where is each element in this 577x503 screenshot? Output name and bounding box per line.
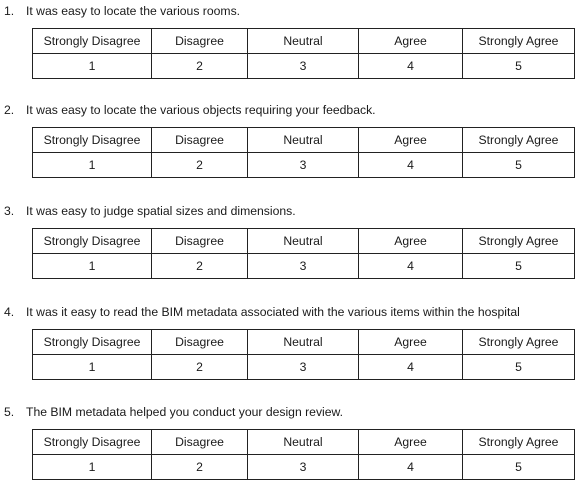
question-number: 4. (4, 305, 15, 319)
scale-label-row (33, 330, 575, 355)
scale-label-row (33, 128, 575, 153)
scale-value-3[interactable]: 3 (248, 254, 359, 279)
question-4 (0, 303, 577, 403)
scale-value-1[interactable]: 1 (33, 355, 152, 380)
question-number: 2. (4, 103, 15, 117)
likert-table-4 (32, 329, 575, 380)
scale-label-disagree: Disagree (152, 330, 248, 355)
question-label: It was it easy to read the BIM metadata associated with the various items within the hospital (26, 305, 520, 319)
scale-label-neutral: Neutral (248, 430, 359, 455)
question-number: 3. (4, 204, 15, 218)
scale-value-1[interactable]: 1 (33, 254, 152, 279)
scale-label-strongly-agree: Strongly Agree (463, 430, 575, 455)
scale-value-3[interactable]: 3 (248, 54, 359, 79)
scale-value-row (33, 455, 575, 480)
scale-value-2[interactable]: 2 (152, 54, 248, 79)
question-5 (0, 403, 577, 503)
scale-value-row (33, 355, 575, 380)
scale-value-4[interactable]: 4 (359, 254, 463, 279)
question-number: 5. (4, 405, 15, 419)
question-1-text (4, 2, 240, 20)
scale-label-disagree: Disagree (152, 229, 248, 254)
likert-table-3 (32, 228, 575, 279)
scale-value-3[interactable]: 3 (248, 355, 359, 380)
scale-label-neutral: Neutral (248, 29, 359, 54)
scale-label-strongly-disagree: Strongly Disagree (33, 128, 152, 153)
scale-value-1[interactable]: 1 (33, 153, 152, 178)
scale-label-strongly-disagree: Strongly Disagree (33, 330, 152, 355)
scale-label-agree: Agree (359, 330, 463, 355)
scale-label-strongly-agree: Strongly Agree (463, 128, 575, 153)
scale-value-4[interactable]: 4 (359, 153, 463, 178)
scale-value-4[interactable]: 4 (359, 455, 463, 480)
scale-label-strongly-disagree: Strongly Disagree (33, 29, 152, 54)
question-label: The BIM metadata helped you conduct your design review. (26, 405, 344, 419)
scale-value-1[interactable]: 1 (33, 455, 152, 480)
scale-value-2[interactable]: 2 (152, 355, 248, 380)
scale-label-disagree: Disagree (152, 128, 248, 153)
scale-label-agree: Agree (359, 128, 463, 153)
question-label: It was easy to locate the various objects requiring your feedback. (26, 103, 376, 117)
scale-value-4[interactable]: 4 (359, 355, 463, 380)
scale-value-row (33, 153, 575, 178)
scale-value-2[interactable]: 2 (152, 254, 248, 279)
question-2 (0, 101, 577, 201)
question-5-text (4, 403, 343, 421)
scale-value-5[interactable]: 5 (463, 455, 575, 480)
scale-value-3[interactable]: 3 (248, 153, 359, 178)
scale-label-row (33, 430, 575, 455)
scale-label-neutral: Neutral (248, 128, 359, 153)
scale-label-agree: Agree (359, 430, 463, 455)
scale-label-strongly-agree: Strongly Agree (463, 229, 575, 254)
scale-label-agree: Agree (359, 229, 463, 254)
question-4-text (4, 303, 520, 321)
question-3-text (4, 202, 296, 220)
question-label: It was easy to locate the various rooms. (26, 4, 241, 18)
question-1 (0, 2, 577, 102)
scale-label-neutral: Neutral (248, 330, 359, 355)
scale-label-strongly-disagree: Strongly Disagree (33, 229, 152, 254)
scale-label-row (33, 229, 575, 254)
question-number: 1. (4, 4, 15, 18)
scale-value-5[interactable]: 5 (463, 355, 575, 380)
scale-label-row (33, 29, 575, 54)
scale-label-strongly-agree: Strongly Agree (463, 330, 575, 355)
scale-value-5[interactable]: 5 (463, 54, 575, 79)
scale-value-3[interactable]: 3 (248, 455, 359, 480)
question-label: It was easy to judge spatial sizes and dimensions. (26, 204, 296, 218)
scale-label-disagree: Disagree (152, 29, 248, 54)
scale-label-agree: Agree (359, 29, 463, 54)
scale-value-4[interactable]: 4 (359, 54, 463, 79)
scale-label-strongly-disagree: Strongly Disagree (33, 430, 152, 455)
scale-value-5[interactable]: 5 (463, 153, 575, 178)
scale-value-5[interactable]: 5 (463, 254, 575, 279)
scale-value-2[interactable]: 2 (152, 455, 248, 480)
question-3 (0, 202, 577, 302)
scale-value-2[interactable]: 2 (152, 153, 248, 178)
scale-label-neutral: Neutral (248, 229, 359, 254)
scale-label-strongly-agree: Strongly Agree (463, 29, 575, 54)
likert-table-5 (32, 429, 575, 480)
scale-value-row (33, 54, 575, 79)
scale-value-row (33, 254, 575, 279)
question-2-text (4, 101, 376, 119)
likert-table-1 (32, 28, 575, 79)
likert-table-2 (32, 127, 575, 178)
scale-value-1[interactable]: 1 (33, 54, 152, 79)
scale-label-disagree: Disagree (152, 430, 248, 455)
